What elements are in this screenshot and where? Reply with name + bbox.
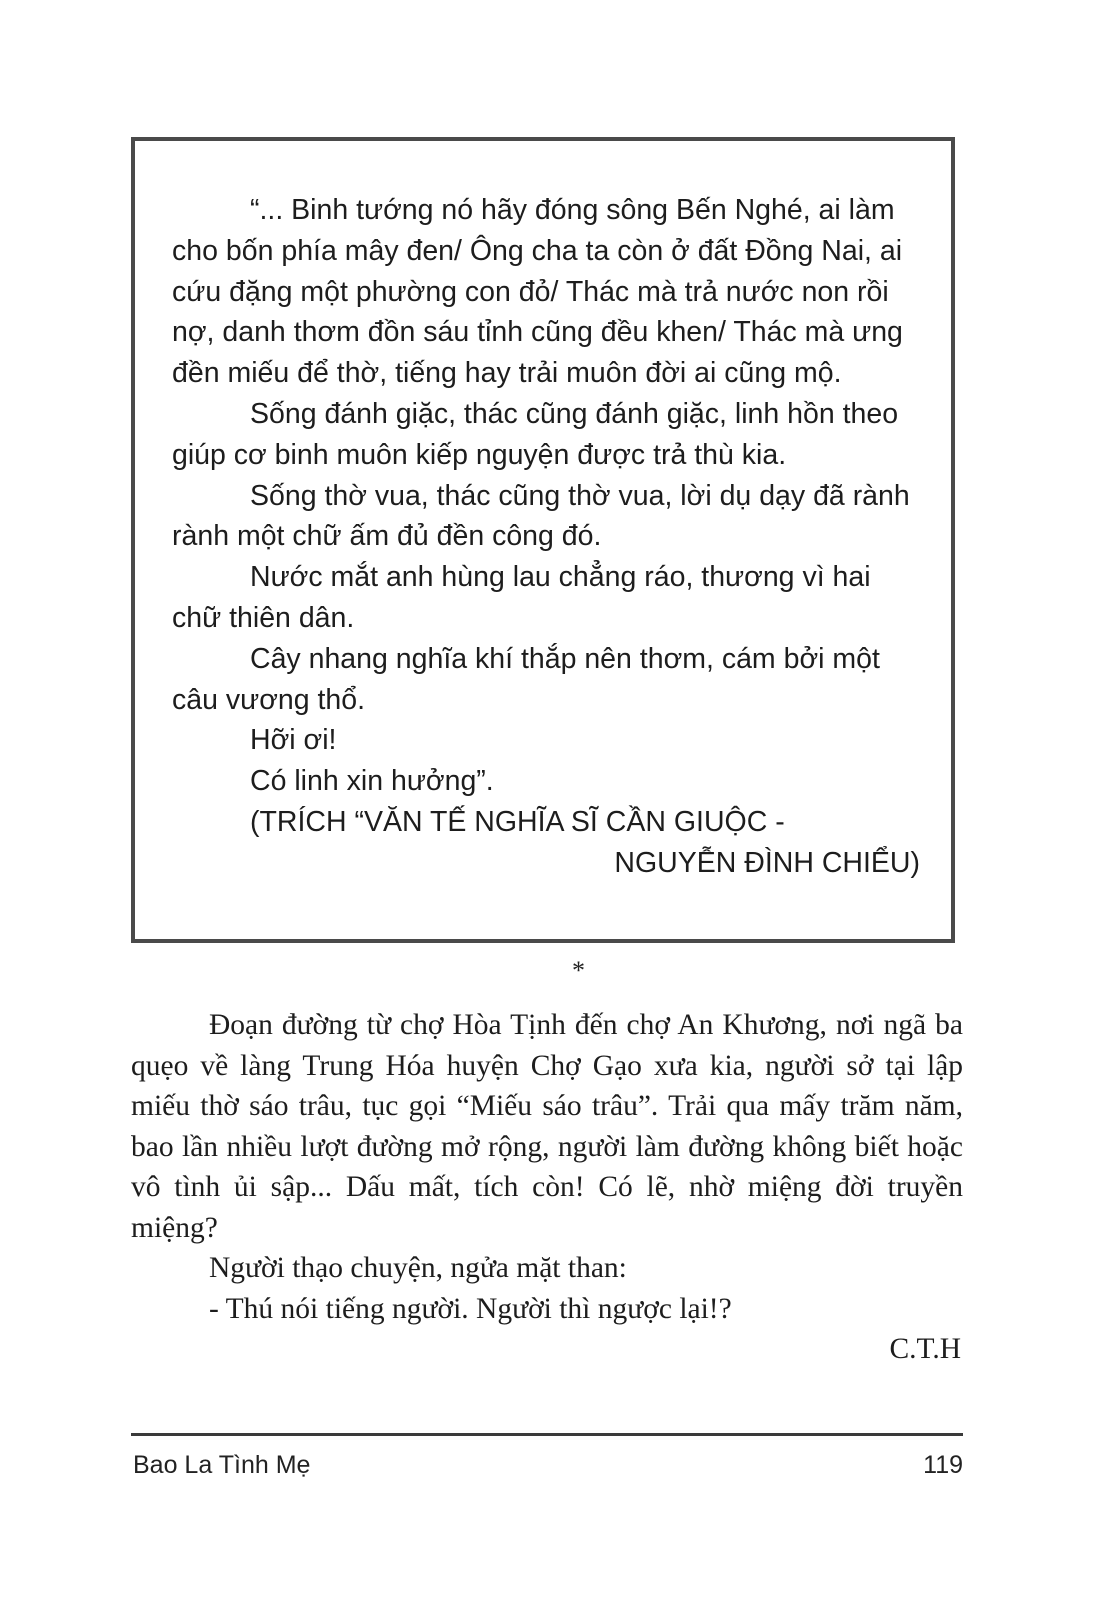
prose-paragraph: Người thạo chuyện, ngửa mặt than: xyxy=(209,1252,627,1284)
section-separator: * xyxy=(572,956,585,985)
page-number: 119 xyxy=(923,1451,963,1479)
quote-paragraph: Có linh xin hưởng”. xyxy=(250,765,494,798)
footer-book-title: Bao La Tình Mẹ xyxy=(133,1451,311,1479)
prose-paragraph: - Thú nói tiếng người. Người thì ngược lại!? xyxy=(209,1292,732,1325)
prose-paragraph: Đoạn đường từ chợ Hòa Tịnh đến chợ An Khương, nơi ngã ba quẹo về làng Trung Hóa huyện Chợ Gạo xưa kia, người sở tại lập miếu thờ sáo trâu, tục gọi “Miếu sáo trâu”. Trải qua mấy trăm năm, bao lần nhiều lượt đường mở rộng, người làm đường không biết hoặc vô tình ủi sập... Dấu mất, tích còn! Có lẽ, nhờ miệng đời truyền miệng? xyxy=(131,1009,963,1244)
quote-text xyxy=(172,190,924,884)
quote-source-line-1: (TRÍCH “VĂN TẾ NGHĨA SĨ CẦN GIUỘC - xyxy=(250,805,785,838)
quote-paragraph: Cây nhang nghĩa khí thắp nên thơm, cám bởi một câu vương thổ. xyxy=(172,642,880,716)
quote-paragraph: Nước mắt anh hùng lau chẳng ráo, thương vì hai chữ thiên dân. xyxy=(172,561,871,634)
author-signature: C.T.H xyxy=(889,1333,961,1365)
quote-paragraph: Sống đánh giặc, thác cũng đánh giặc, linh hồn theo giúp cơ binh muôn kiếp nguyện được trả thù kia. xyxy=(172,397,899,471)
footer-divider xyxy=(131,1433,963,1436)
quote-source-line-2: NGUYỄN ĐÌNH CHIỂU) xyxy=(614,846,920,879)
quote-paragraph: “... Binh tướng nó hãy đóng sông Bến Nghé, ai làm cho bốn phía mây đen/ Ông cha ta còn ở đất Đồng Nai, ai cứu đặng một phường con đỏ/ Thác mà trả nước non rồi nợ, danh thơm đồn sáu tỉnh cũng đều khen/ Thác mà ưng đền miếu để thờ, tiếng hay trải muôn đời ai cũng mộ. xyxy=(172,194,903,390)
quote-paragraph: Hỡi ơi! xyxy=(250,724,337,757)
prose-body xyxy=(131,1005,963,1329)
quote-paragraph: Sống thờ vua, thác cũng thờ vua, lời dụ dạy đã rành rành một chữ ấm đủ đền công đó. xyxy=(172,479,910,553)
